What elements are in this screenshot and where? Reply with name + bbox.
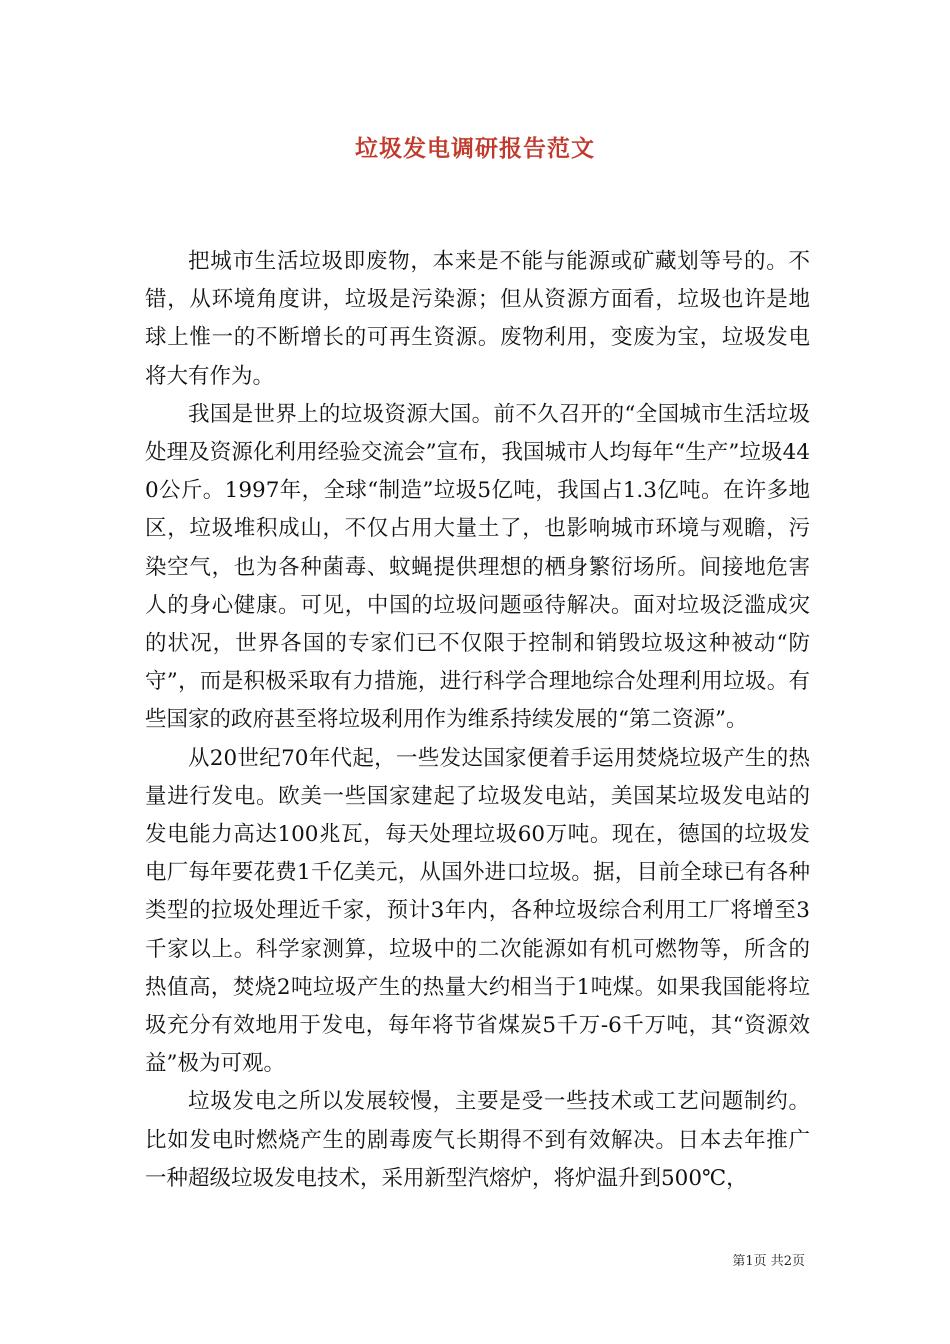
paragraph-3: 从20世纪70年代起，一些发达国家便着手运用焚烧垃圾产生的热量进行发电。欧美一些国家建起了垃圾发电站，美国某垃圾发电站的发电能力高达100兆瓦，每天处理垃圾60万吨。现在，德国的垃圾发电厂每年要花费1千亿美元，从国外进口垃圾。据，目前全球已有各种类型的拉圾处理近千家，预计3年内，各种垃圾综合利用工厂将增至3千家以上。科学家测算，垃圾中的二次能源如有机可燃物等，所含的热值高，焚烧2吨垃圾产生的热量大约相当于1吨煤。如果我国能将垃圾充分有效地用于发电，每年将节省煤炭5千万-6千万吨，其“资源效益”极为可观。 xyxy=(145,745,810,1077)
page-number: 第1页 共2页 xyxy=(732,1254,805,1269)
paragraph-2: 我国是世界上的垃圾资源大国。前不久召开的“全国城市生活垃圾处理及资源化利用经验交流会”宣布，我国城市人均每年“生产”垃圾440公斤。1997年，全球“制造”垃圾5亿吨，我国占1.3亿吨。在许多地区，垃圾堆积成山，不仅占用大量土了，也影响城市环境与观瞻，污染空气，也为各种菌毒、蚊蝇提供理想的栖身繁衍场所。间接地危害人的身心健康。可见，中国的垃圾问题亟待解决。面对垃圾泛滥成灾的状况，世界各国的专家们已不仅限于控制和销毁垃圾这种被动“防守”，而是积极采取有力措施，进行科学合理地综合处理利用垃圾。有些国家的政府甚至将垃圾利用作为维系持续发展的“第二资源”。 xyxy=(145,401,810,733)
paragraph-4: 垃圾发电之所以发展较慢，主要是受一些技术或工艺问题制约。比如发电时燃烧产生的剧毒废气长期得不到有效解决。日本去年推广一种超级垃圾发电技术，采用新型汽熔炉，将炉温升到500℃， xyxy=(145,1089,810,1191)
document-body xyxy=(145,243,810,1198)
paragraph-1: 把城市生活垃圾即废物，本来是不能与能源或矿藏划等号的。不错，从环境角度讲，垃圾是污染源；但从资源方面看，垃圾也许是地球上惟一的不断增长的可再生资源。废物利用，变废为宝，垃圾发电将大有作为。 xyxy=(145,249,810,389)
document-title: 垃圾发电调研报告范文 xyxy=(355,135,595,162)
